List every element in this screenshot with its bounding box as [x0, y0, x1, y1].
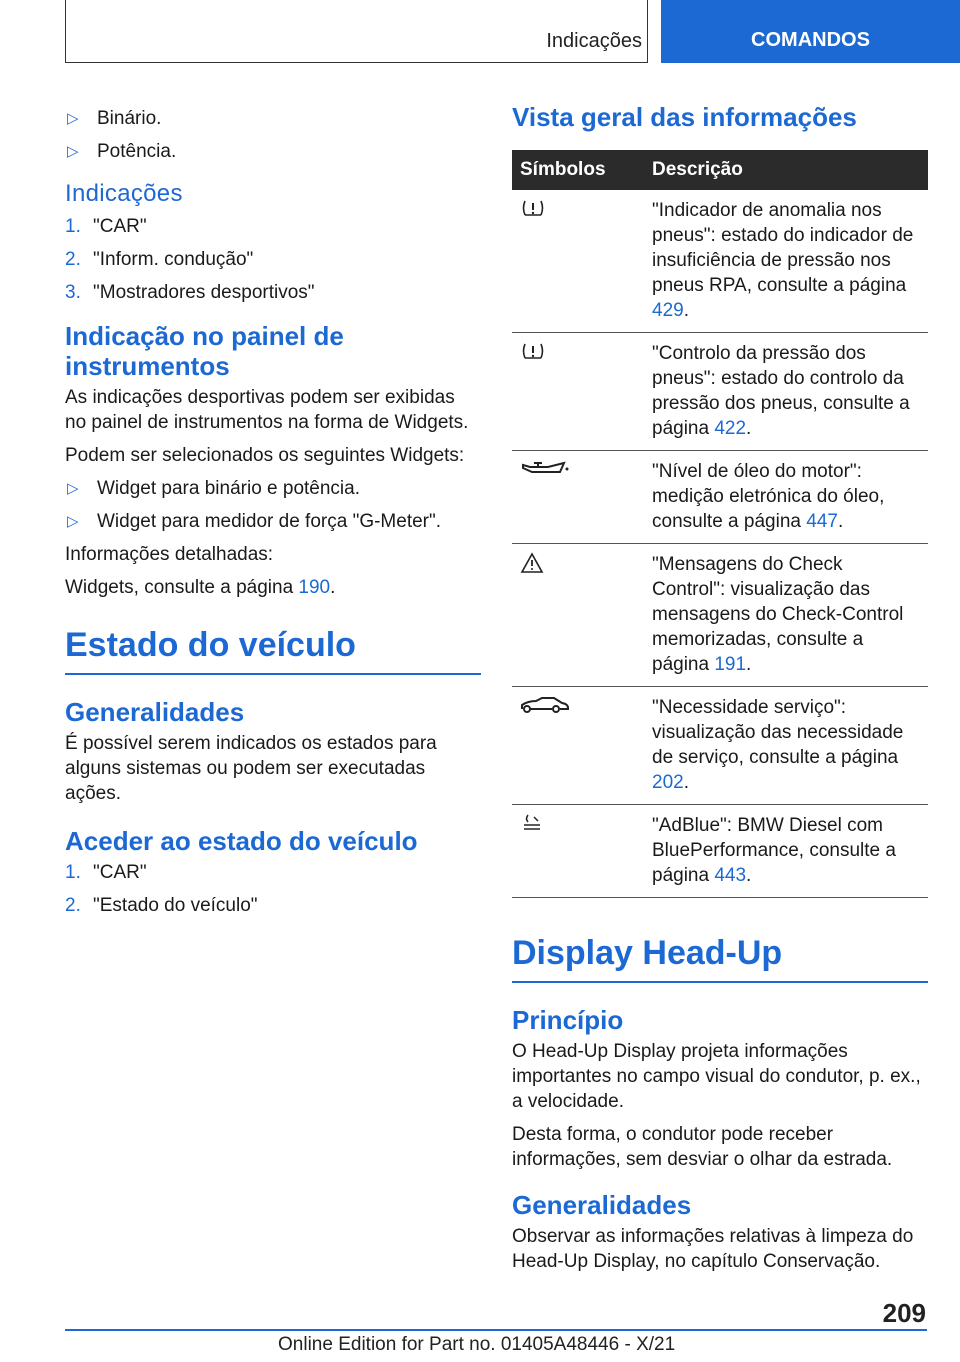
car-service-icon [520, 699, 570, 720]
bullet-item [65, 139, 481, 164]
footer-edition: Online Edition for Part no. 01405A48446 - X/21 [278, 1334, 676, 1355]
table-row [512, 451, 928, 544]
table-header-simbolos: Símbolos [512, 150, 644, 190]
bullet-triangle-icon: ▷ [67, 513, 79, 530]
bullet-text: Widget para binário e potência. [97, 478, 360, 499]
footer-rule [65, 1329, 927, 1331]
oil-can-icon [520, 463, 570, 484]
page-link-190[interactable]: 190 [298, 577, 331, 598]
table-cell-description: "Mensagens do Check Control": visualização das mensagens do Check-Control memorizadas, consulte a página 191. [644, 544, 928, 687]
bullet-item [65, 476, 481, 501]
item-text: "CAR" [93, 216, 147, 237]
symbols-table [512, 150, 928, 898]
warning-triangle-icon [520, 558, 544, 579]
right-column [512, 102, 928, 1274]
table-cell-description: "Controlo da pressão dos pneus": estado do controlo da pressão dos pneus, consulte a página 422. [644, 333, 928, 451]
table-header-descricao: Descrição [644, 150, 928, 190]
numbered-item [65, 860, 481, 885]
paragraph: As indicações desportivas podem ser exibidas no painel de instrumentos na forma de Widgets. [65, 387, 469, 433]
left-column [65, 102, 481, 926]
table-cell-description: "AdBlue": BMW Diesel com BluePerformance, consulte a página 443. [644, 805, 928, 898]
section-heading-principio: Princípio [512, 1005, 624, 1035]
bullet-triangle-icon: ▷ [67, 143, 79, 160]
tire-pressure-warning-icon [520, 202, 546, 223]
bullet-triangle-icon: ▷ [67, 480, 79, 497]
bullet-item [65, 509, 481, 534]
numbered-item [65, 893, 481, 918]
section-heading-aceder: Aceder ao estado do veículo [65, 826, 418, 856]
chapter-heading-estado: Estado do veículo [65, 626, 481, 675]
page-link-202[interactable]: 202 [652, 772, 684, 793]
bullet-triangle-icon: ▷ [67, 110, 79, 127]
bullet-text: Potência. [97, 141, 177, 162]
tire-pressure-monitor-icon [520, 345, 546, 366]
item-number: 1. [65, 862, 81, 883]
item-number: 1. [65, 216, 81, 237]
page-number: 209 [882, 1298, 926, 1328]
numbered-item [65, 247, 481, 272]
section-heading-generalidades: Generalidades [65, 697, 245, 727]
table-row [512, 805, 928, 898]
bullet-text: Widget para medidor de força "G-Meter". [97, 511, 442, 532]
item-number: 2. [65, 895, 81, 916]
paragraph: Observar as informações relativas à limpeza do Head-Up Display, no capítulo Conservação. [512, 1226, 914, 1272]
numbered-item [65, 214, 481, 239]
table-row [512, 333, 928, 451]
paragraph: É possível serem indicados os estados para alguns sistemas ou podem ser executadas ações. [65, 733, 437, 804]
page-link-443[interactable]: 443 [714, 865, 747, 886]
page-link-429[interactable]: 429 [652, 300, 684, 321]
item-number: 2. [65, 249, 81, 270]
bullet-item [65, 106, 481, 131]
item-number: 3. [65, 282, 81, 303]
table-row [512, 190, 928, 333]
item-text: "Estado do veículo" [93, 895, 258, 916]
table-row [512, 687, 928, 805]
bullet-text: Binário. [97, 108, 162, 129]
section-heading-indicacoes: Indicações [65, 180, 183, 207]
paragraph-with-link: Widgets, consulte a página 190. [65, 577, 336, 598]
paragraph: O Head-Up Display projeta informações importantes no campo visual do condutor, p. ex., a velocidade. [512, 1041, 921, 1112]
header-section-title: Indicações [546, 30, 642, 52]
section-heading-generalidades: Generalidades [512, 1190, 692, 1220]
chapter-heading-hud: Display Head-Up [512, 934, 928, 983]
item-text: "Mostradores desportivos" [93, 282, 315, 303]
section-heading-painel: Indicação no painel de instrumentos [65, 321, 344, 381]
numbered-item [65, 280, 481, 305]
table-cell-description: "Indicador de anomalia nos pneus": estado do indicador de insuficiência de pressão nos pneus RPA, consulte a página 429. [644, 190, 928, 333]
paragraph: Informações detalhadas: [65, 544, 274, 565]
table-row [512, 544, 928, 687]
item-text: "Inform. condução" [93, 249, 254, 270]
paragraph: Podem ser selecionados os seguintes Widgets: [65, 445, 465, 466]
page-link-447[interactable]: 447 [806, 511, 838, 532]
item-text: "CAR" [93, 862, 147, 883]
header-chapter-label: COMANDOS [751, 29, 870, 51]
table-cell-description: "Necessidade serviço": visualização das necessidade de serviço, consulte a página 202. [644, 687, 928, 805]
adblue-icon [520, 817, 544, 838]
section-heading-vista: Vista geral das informações [512, 102, 857, 132]
header-chapter-tab [661, 0, 960, 63]
page-link-422[interactable]: 422 [714, 418, 747, 439]
table-cell-description: "Nível de óleo do motor": medição eletrónica do óleo, consulte a página 447. [644, 451, 928, 544]
page-link-191[interactable]: 191 [714, 654, 747, 675]
paragraph: Desta forma, o condutor pode receber informações, sem desviar o olhar da estrada. [512, 1124, 893, 1170]
